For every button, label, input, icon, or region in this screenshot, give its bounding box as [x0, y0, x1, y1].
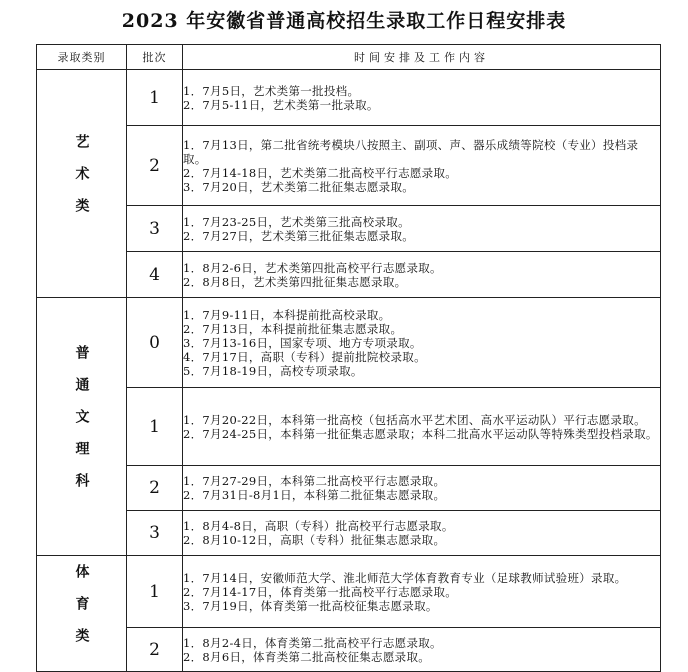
header-batch: 批次 — [127, 45, 183, 70]
content-cell — [183, 206, 661, 252]
content-cell — [183, 298, 661, 388]
batch-cell: 3 — [127, 511, 183, 556]
content-line: 1．7月23-25日，艺术类第三批高校录取。 — [183, 214, 410, 229]
table-row — [37, 628, 661, 672]
table-row — [37, 511, 661, 556]
content-cell — [183, 556, 661, 628]
table-row — [37, 388, 661, 466]
content-line: 1．8月2-4日，体育类第二批高校平行志愿录取。 — [183, 635, 442, 650]
header-content: 时间安排及工作内容 — [183, 45, 661, 70]
content-line: 2．7月27日，艺术类第三批征集志愿录取。 — [183, 228, 415, 243]
content-line: 2．8月6日，体育类第二批高校征集志愿录取。 — [183, 649, 431, 664]
content-cell — [183, 70, 661, 126]
content-cell — [183, 388, 661, 466]
content-line: 3．7月20日，艺术类第二批征集志愿录取。 — [183, 179, 415, 194]
content-cell — [183, 126, 661, 206]
category-general: 普通文理科 — [37, 298, 127, 556]
table-header-row — [37, 45, 661, 70]
content-line: 2．7月14-17日，体育类第一批高校平行志愿录取。 — [183, 584, 458, 599]
page-title: 2023 年安徽省普通高校招生录取工作日程安排表 — [121, 10, 567, 32]
batch-cell: 2 — [127, 466, 183, 511]
content-line: 1．8月2-6日，艺术类第四批高校平行志愿录取。 — [183, 260, 442, 275]
schedule-table — [36, 44, 661, 672]
content-line: 1．7月14日，安徽师范大学、淮北师范大学体育教育专业（足球教师试验班）录取。 — [183, 570, 627, 585]
table-row — [37, 252, 661, 298]
table-row — [37, 206, 661, 252]
content-cell — [183, 466, 661, 511]
content-line: 2．7月5-11日，艺术类第一批录取。 — [183, 97, 379, 112]
table-row — [37, 126, 661, 206]
content-line: 2．8月10-12日，高职（专科）批征集志愿录取。 — [183, 533, 446, 547]
content-line: 3．7月13-16日，国家专项、地方专项录取。 — [183, 335, 422, 350]
content-line: 1．7月9-11日，本科提前批高校录取。 — [183, 307, 391, 322]
content-line: 1．7月13日，第二批省统考模块八按照主、副项、声、器乐成绩等院校（专业）投档录取。 — [183, 137, 639, 166]
batch-cell: 2 — [127, 628, 183, 672]
category-art: 艺术类 — [37, 70, 127, 298]
header-category: 录取类别 — [37, 45, 127, 70]
content-cell — [183, 628, 661, 672]
table-row — [37, 298, 661, 388]
batch-cell: 2 — [127, 126, 183, 206]
batch-cell: 1 — [127, 556, 183, 628]
content-line: 3．7月19日，体育类第一批高校征集志愿录取。 — [183, 598, 438, 613]
content-cell — [183, 252, 661, 298]
content-line: 2．7月13日，本科提前批征集志愿录取。 — [183, 321, 403, 336]
batch-cell: 0 — [127, 298, 183, 388]
content-line: 2．7月14-18日，艺术类第二批高校平行志愿录取。 — [183, 165, 458, 180]
content-line: 2．7月31日-8月1日，本科第二批征集志愿录取。 — [183, 488, 446, 502]
category-sports: 体育类 — [37, 556, 127, 672]
batch-cell: 1 — [127, 388, 183, 466]
content-line: 4．7月17日，高职（专科）提前批院校录取。 — [183, 349, 426, 364]
batch-cell: 1 — [127, 70, 183, 126]
table-row — [37, 70, 661, 126]
batch-cell: 3 — [127, 206, 183, 252]
batch-cell: 4 — [127, 252, 183, 298]
content-line: 2．8月8日，艺术类第四批征集志愿录取。 — [183, 274, 407, 289]
content-cell — [183, 511, 661, 556]
content-line: 1．8月4-8日，高职（专科）批高校平行志愿录取。 — [183, 519, 454, 533]
content-line: 1．7月20-22日，本科第一批高校（包括高水平艺术团、高水平运动队）平行志愿录取。 — [183, 412, 646, 427]
content-line: 1．7月27-29日，本科第二批高校平行志愿录取。 — [183, 474, 446, 488]
content-line: 1．7月5日，艺术类第一批投档。 — [183, 83, 360, 98]
content-line: 2．7月24-25日，本科第一批征集志愿录取；本科二批高水平运动队等特殊类型投档录取。 — [183, 426, 658, 441]
table-row — [37, 466, 661, 511]
table-row — [37, 556, 661, 628]
content-line: 5．7月18-19日，高校专项录取。 — [183, 363, 363, 378]
